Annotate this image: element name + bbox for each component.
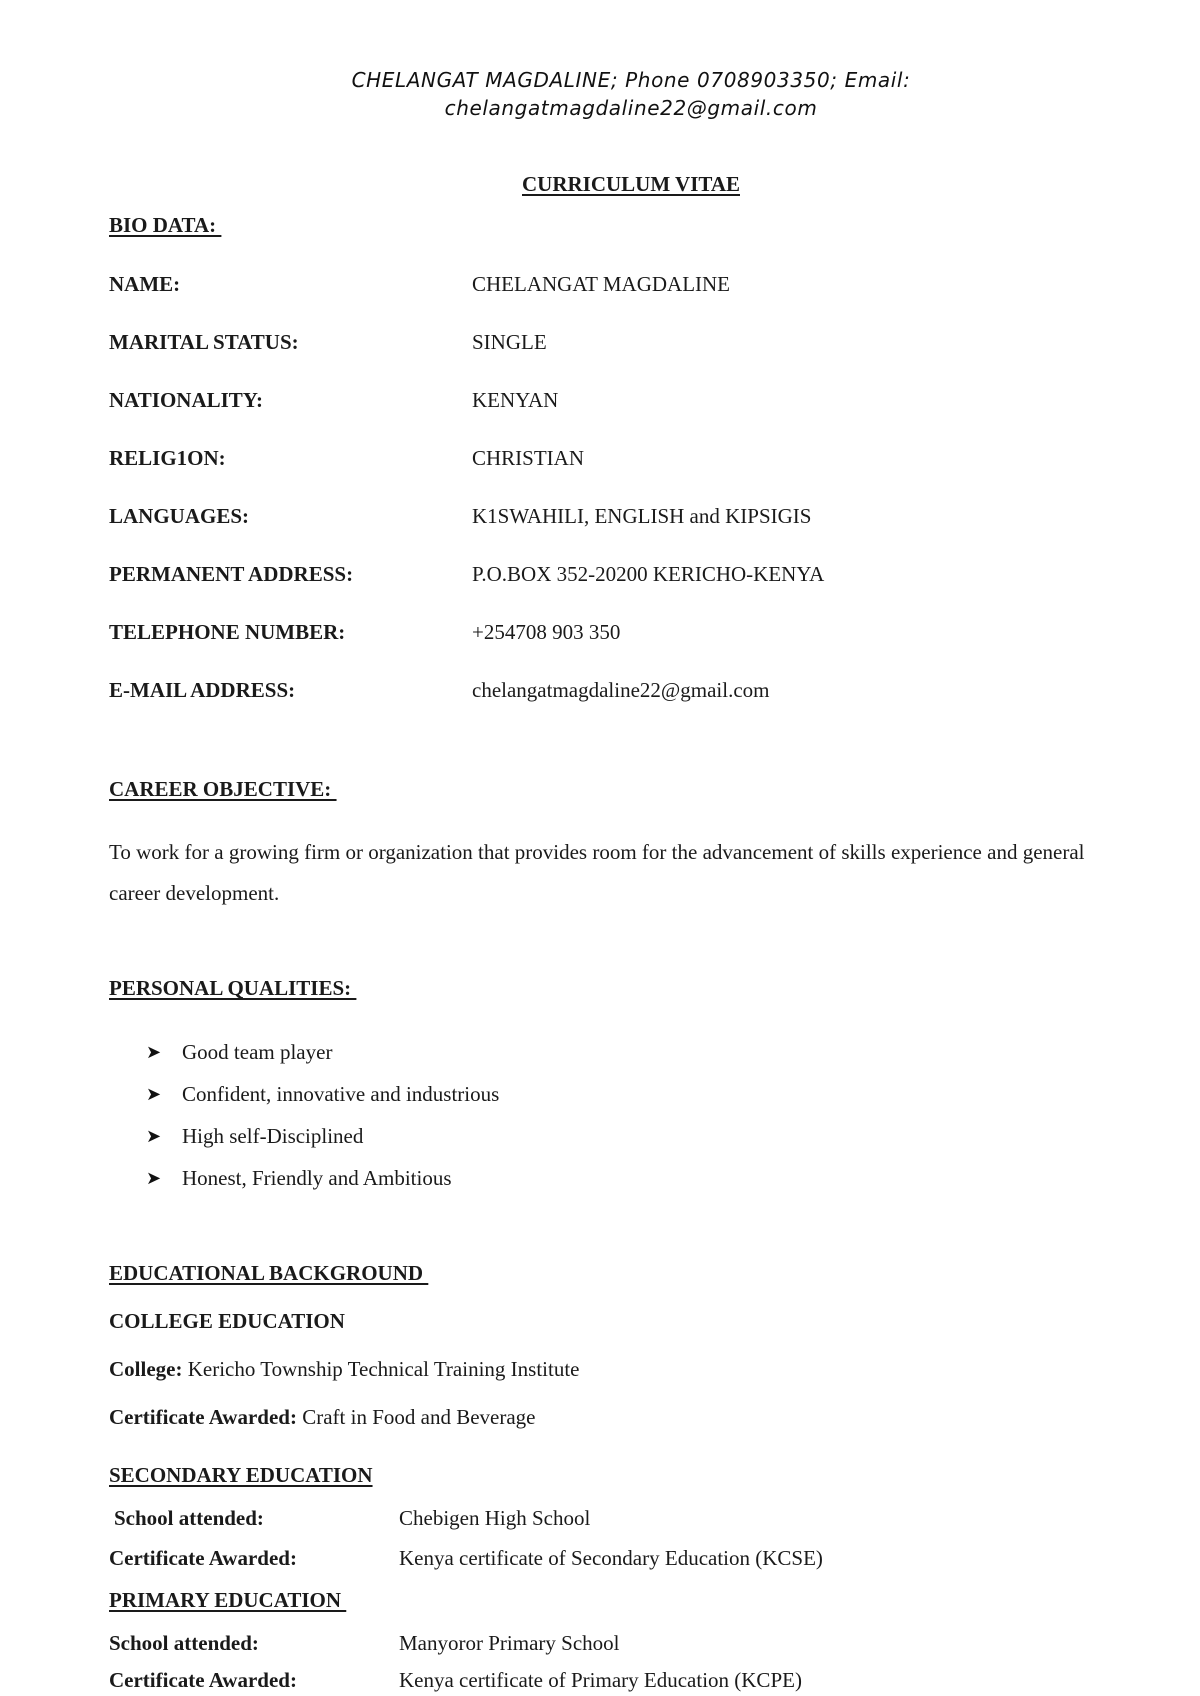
- secondary-education-heading: SECONDARY EDUCATION: [109, 1463, 373, 1487]
- bio-value-name: CHELANGAT MAGDALINE: [472, 272, 731, 296]
- college-certificate-row: [109, 1405, 536, 1430]
- bio-label-permanent-address: PERMANENT ADDRESS:: [109, 562, 354, 586]
- college-row: [109, 1357, 579, 1382]
- arrow-bullet-icon: ➤: [146, 1125, 162, 1147]
- arrow-bullet-icon: ➤: [146, 1167, 162, 1189]
- bio-value-languages: K1SWAHILI, ENGLISH and KIPSIGIS: [472, 504, 812, 528]
- bio-value-email: chelangatmagdaline22@gmail.com: [472, 678, 770, 702]
- quality-text: Honest, Friendly and Ambitious: [182, 1165, 452, 1190]
- college-education-heading: COLLEGE EDUCATION: [109, 1309, 345, 1333]
- educational-background-heading: EDUCATIONAL BACKGROUND: [109, 1261, 429, 1285]
- arrow-bullet-icon: ➤: [146, 1083, 162, 1105]
- primary-certificate-value: Kenya certificate of Primary Education (KCPE): [399, 1668, 802, 1692]
- bio-value-religion: CHRISTIAN: [472, 446, 585, 470]
- personal-qualities-list: [146, 1031, 499, 1199]
- primary-school-value: Manyoror Primary School: [399, 1631, 620, 1655]
- bio-label-languages: LANGUAGES:: [109, 504, 250, 528]
- college-certificate-value: Craft in Food and Beverage: [302, 1405, 536, 1429]
- bio-label-religion: RELIG1ON:: [109, 446, 226, 470]
- primary-school-label: School attended:: [109, 1631, 259, 1655]
- list-item: [146, 1115, 499, 1157]
- bio-value-permanent-address: P.O.BOX 352-20200 KERICHO-KENYA: [472, 562, 825, 586]
- quality-text: Good team player: [182, 1039, 333, 1064]
- bio-value-nationality: KENYAN: [472, 388, 559, 412]
- college-certificate-label: Certificate Awarded:: [109, 1405, 303, 1429]
- document-title: CURRICULUM VITAE: [522, 172, 740, 196]
- quality-text: Confident, innovative and industrious: [182, 1081, 500, 1106]
- secondary-school-label: School attended:: [114, 1506, 264, 1530]
- bio-label-email: E-MAIL ADDRESS:: [109, 678, 296, 702]
- list-item: [146, 1157, 499, 1199]
- bio-label-marital-status: MARITAL STATUS:: [109, 330, 299, 354]
- secondary-school-value: Chebigen High School: [399, 1506, 591, 1530]
- bio-value-marital-status: SINGLE: [472, 330, 547, 354]
- quality-text: High self-Disciplined: [182, 1123, 364, 1148]
- bio-label-name: NAME:: [109, 272, 181, 296]
- career-objective-heading: CAREER OBJECTIVE:: [109, 777, 337, 801]
- career-objective-text: To work for a growing firm or organization that provides room for the advancement of skills experience and general career development.: [109, 840, 1085, 905]
- secondary-certificate-label: Certificate Awarded:: [109, 1546, 297, 1570]
- bio-value-telephone: +254708 903 350: [472, 620, 621, 644]
- contact-header-line-1: CHELANGAT MAGDALINE; Phone 0708903350; Email:: [351, 68, 911, 92]
- primary-education-heading: PRIMARY EDUCATION: [109, 1588, 347, 1612]
- primary-certificate-label: Certificate Awarded:: [109, 1668, 297, 1692]
- contact-header: [0, 66, 1200, 122]
- list-item: [146, 1031, 499, 1073]
- bio-label-telephone: TELEPHONE NUMBER:: [109, 620, 346, 644]
- list-item: [146, 1073, 499, 1115]
- secondary-certificate-value: Kenya certificate of Secondary Education (KCSE): [399, 1546, 823, 1570]
- college-label: College:: [109, 1357, 188, 1381]
- personal-qualities-heading: PERSONAL QUALITIES:: [109, 976, 357, 1000]
- arrow-bullet-icon: ➤: [146, 1041, 162, 1063]
- bio-label-nationality: NATIONALITY:: [109, 388, 264, 412]
- bio-data-heading: BIO DATA:: [109, 213, 222, 237]
- college-value: Kericho Township Technical Training Institute: [187, 1357, 580, 1381]
- contact-header-line-2: chelangatmagdaline22@gmail.com: [444, 96, 818, 120]
